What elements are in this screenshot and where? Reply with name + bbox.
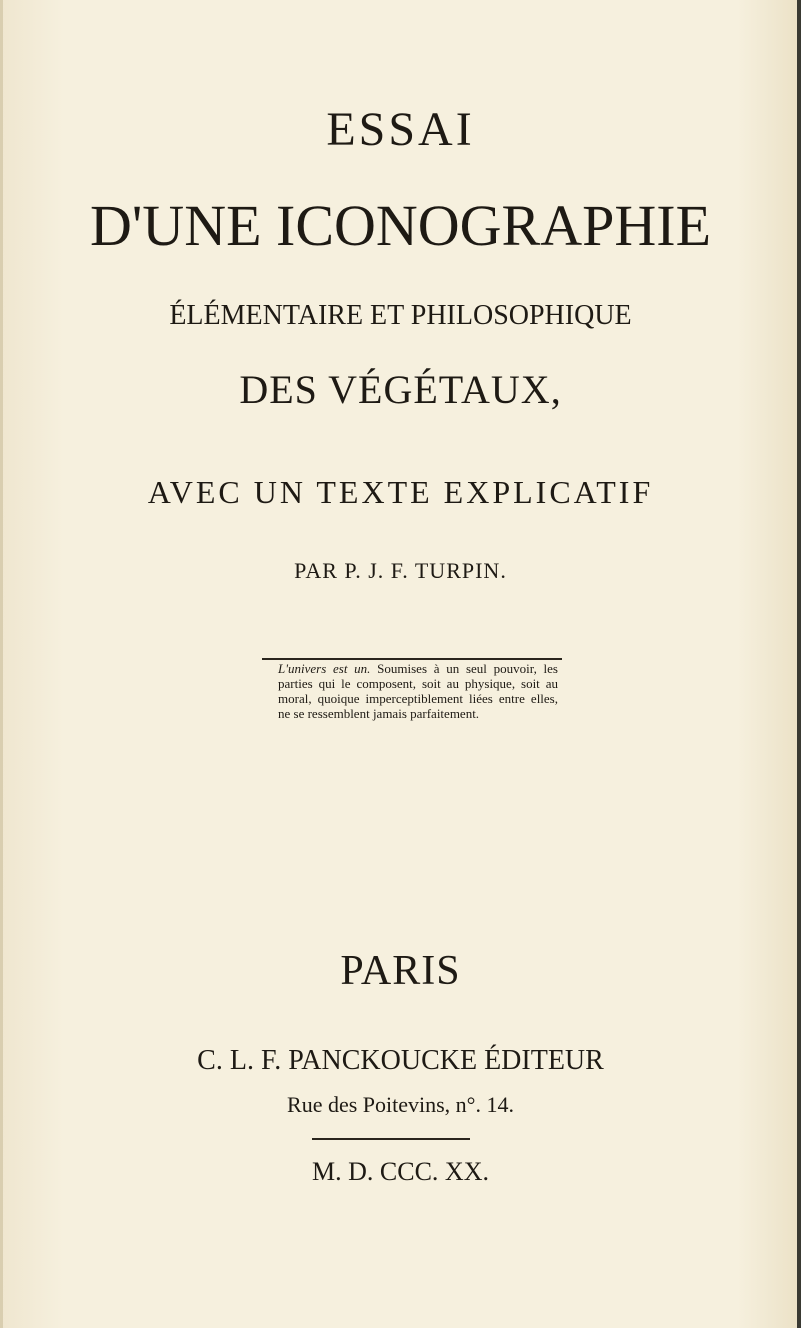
title-line-elementaire: ÉLÉMENTAIRE ET PHILOSOPHIQUE	[169, 300, 632, 331]
epigraph-rule	[262, 658, 562, 660]
date-rule	[312, 1138, 470, 1140]
imprint-address: Rue des Poitevins, n°. 14.	[287, 1092, 514, 1117]
title-line-essai: ESSAI	[326, 103, 475, 156]
title-line-vegetaux: DES VÉGÉTAUX,	[239, 367, 562, 412]
title-line-iconographie: D'UNE ICONOGRAPHIE	[89, 193, 712, 258]
imprint-publisher: C. L. F. PANCKOUCKE ÉDITEUR	[197, 1045, 604, 1076]
imprint-city: PARIS	[340, 948, 461, 994]
author-line: PAR P. J. F. TURPIN.	[294, 558, 507, 583]
epigraph-text: Soumises à un seul pouvoir, les parties qui le composent, soit au physique, soit au moral, quoique imperceptiblement liées entre elles, ne se ressemblent jamais parfaitement.	[278, 661, 558, 721]
title-line-texte-explicatif: AVEC UN TEXTE EXPLICATIF	[147, 474, 654, 510]
imprint-date: M. D. CCC. XX.	[312, 1157, 489, 1186]
epigraph	[278, 661, 558, 721]
epigraph-lead: L'univers est un.	[278, 661, 371, 676]
